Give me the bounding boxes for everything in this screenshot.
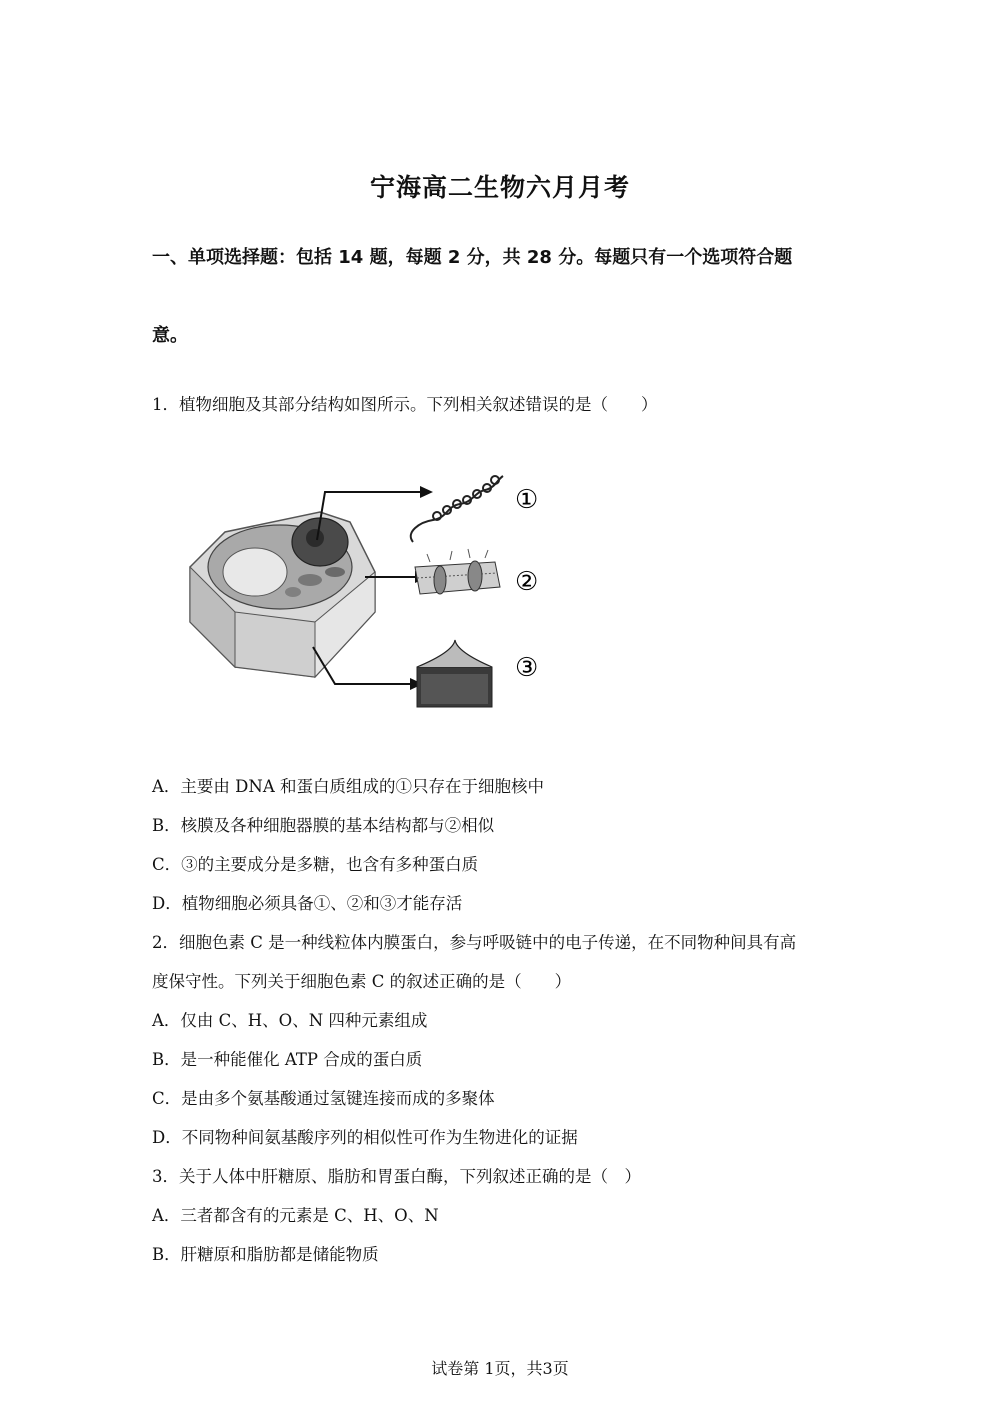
question-3-option-b: B．肝糖原和脂肪都是储能物质 <box>152 1245 379 1264</box>
exam-title: 宁海高二生物六月月考 <box>369 173 630 202</box>
membrane-illustration <box>415 549 500 594</box>
question-3-option-a: A．三者都含有的元素是 C、H、O、N <box>152 1206 439 1225</box>
section-heading-line1: 一、单项选择题：包括 14 题，每题 2 分，共 28 分。每题只有一个选项符合题 <box>152 247 793 268</box>
question-2-stem-line1: 2．细胞色素 C 是一种线粒体内膜蛋白，参与呼吸链中的电子传递，在不同物种间具有高 <box>152 933 797 952</box>
question-1-option-d: D．植物细胞必须具备①、②和③才能存活 <box>152 894 463 913</box>
question-2-option-b: B．是一种能催化 ATP 合成的蛋白质 <box>152 1050 423 1069</box>
cell-illustration <box>190 512 375 677</box>
question-1-stem: 1．植物细胞及其部分结构如图所示。下列相关叙述错误的是（ ） <box>152 395 658 414</box>
question-1-option-b: B．核膜及各种细胞器膜的基本结构都与②相似 <box>152 816 495 835</box>
chromatin-illustration <box>411 476 503 542</box>
label-3: ③ <box>515 653 539 683</box>
question-1-option-c: C．③的主要成分是多糖，也含有多种蛋白质 <box>152 855 479 874</box>
plant-cell-figure <box>185 462 560 712</box>
label-2: ② <box>515 567 539 597</box>
section-heading-line2: 意。 <box>152 325 188 346</box>
question-2-option-c: C．是由多个氨基酸通过氢键连接而成的多聚体 <box>152 1089 495 1108</box>
cell-wall-illustration <box>417 640 492 707</box>
question-3-stem: 3．关于人体中肝糖原、脂肪和胃蛋白酶，下列叙述正确的是（ ） <box>152 1167 641 1186</box>
question-1-option-a: A．主要由 DNA 和蛋白质组成的①只存在于细胞核中 <box>152 777 544 796</box>
page-footer: 试卷第 1页，共3页 <box>431 1359 569 1378</box>
question-2-option-d: D．不同物种间氨基酸序列的相似性可作为生物进化的证据 <box>152 1128 578 1147</box>
label-1: ① <box>515 485 539 515</box>
question-2-stem-line2: 度保守性。下列关于细胞色素 C 的叙述正确的是（ ） <box>152 972 572 991</box>
question-2-option-a: A．仅由 C、H、O、N 四种元素组成 <box>152 1011 428 1030</box>
